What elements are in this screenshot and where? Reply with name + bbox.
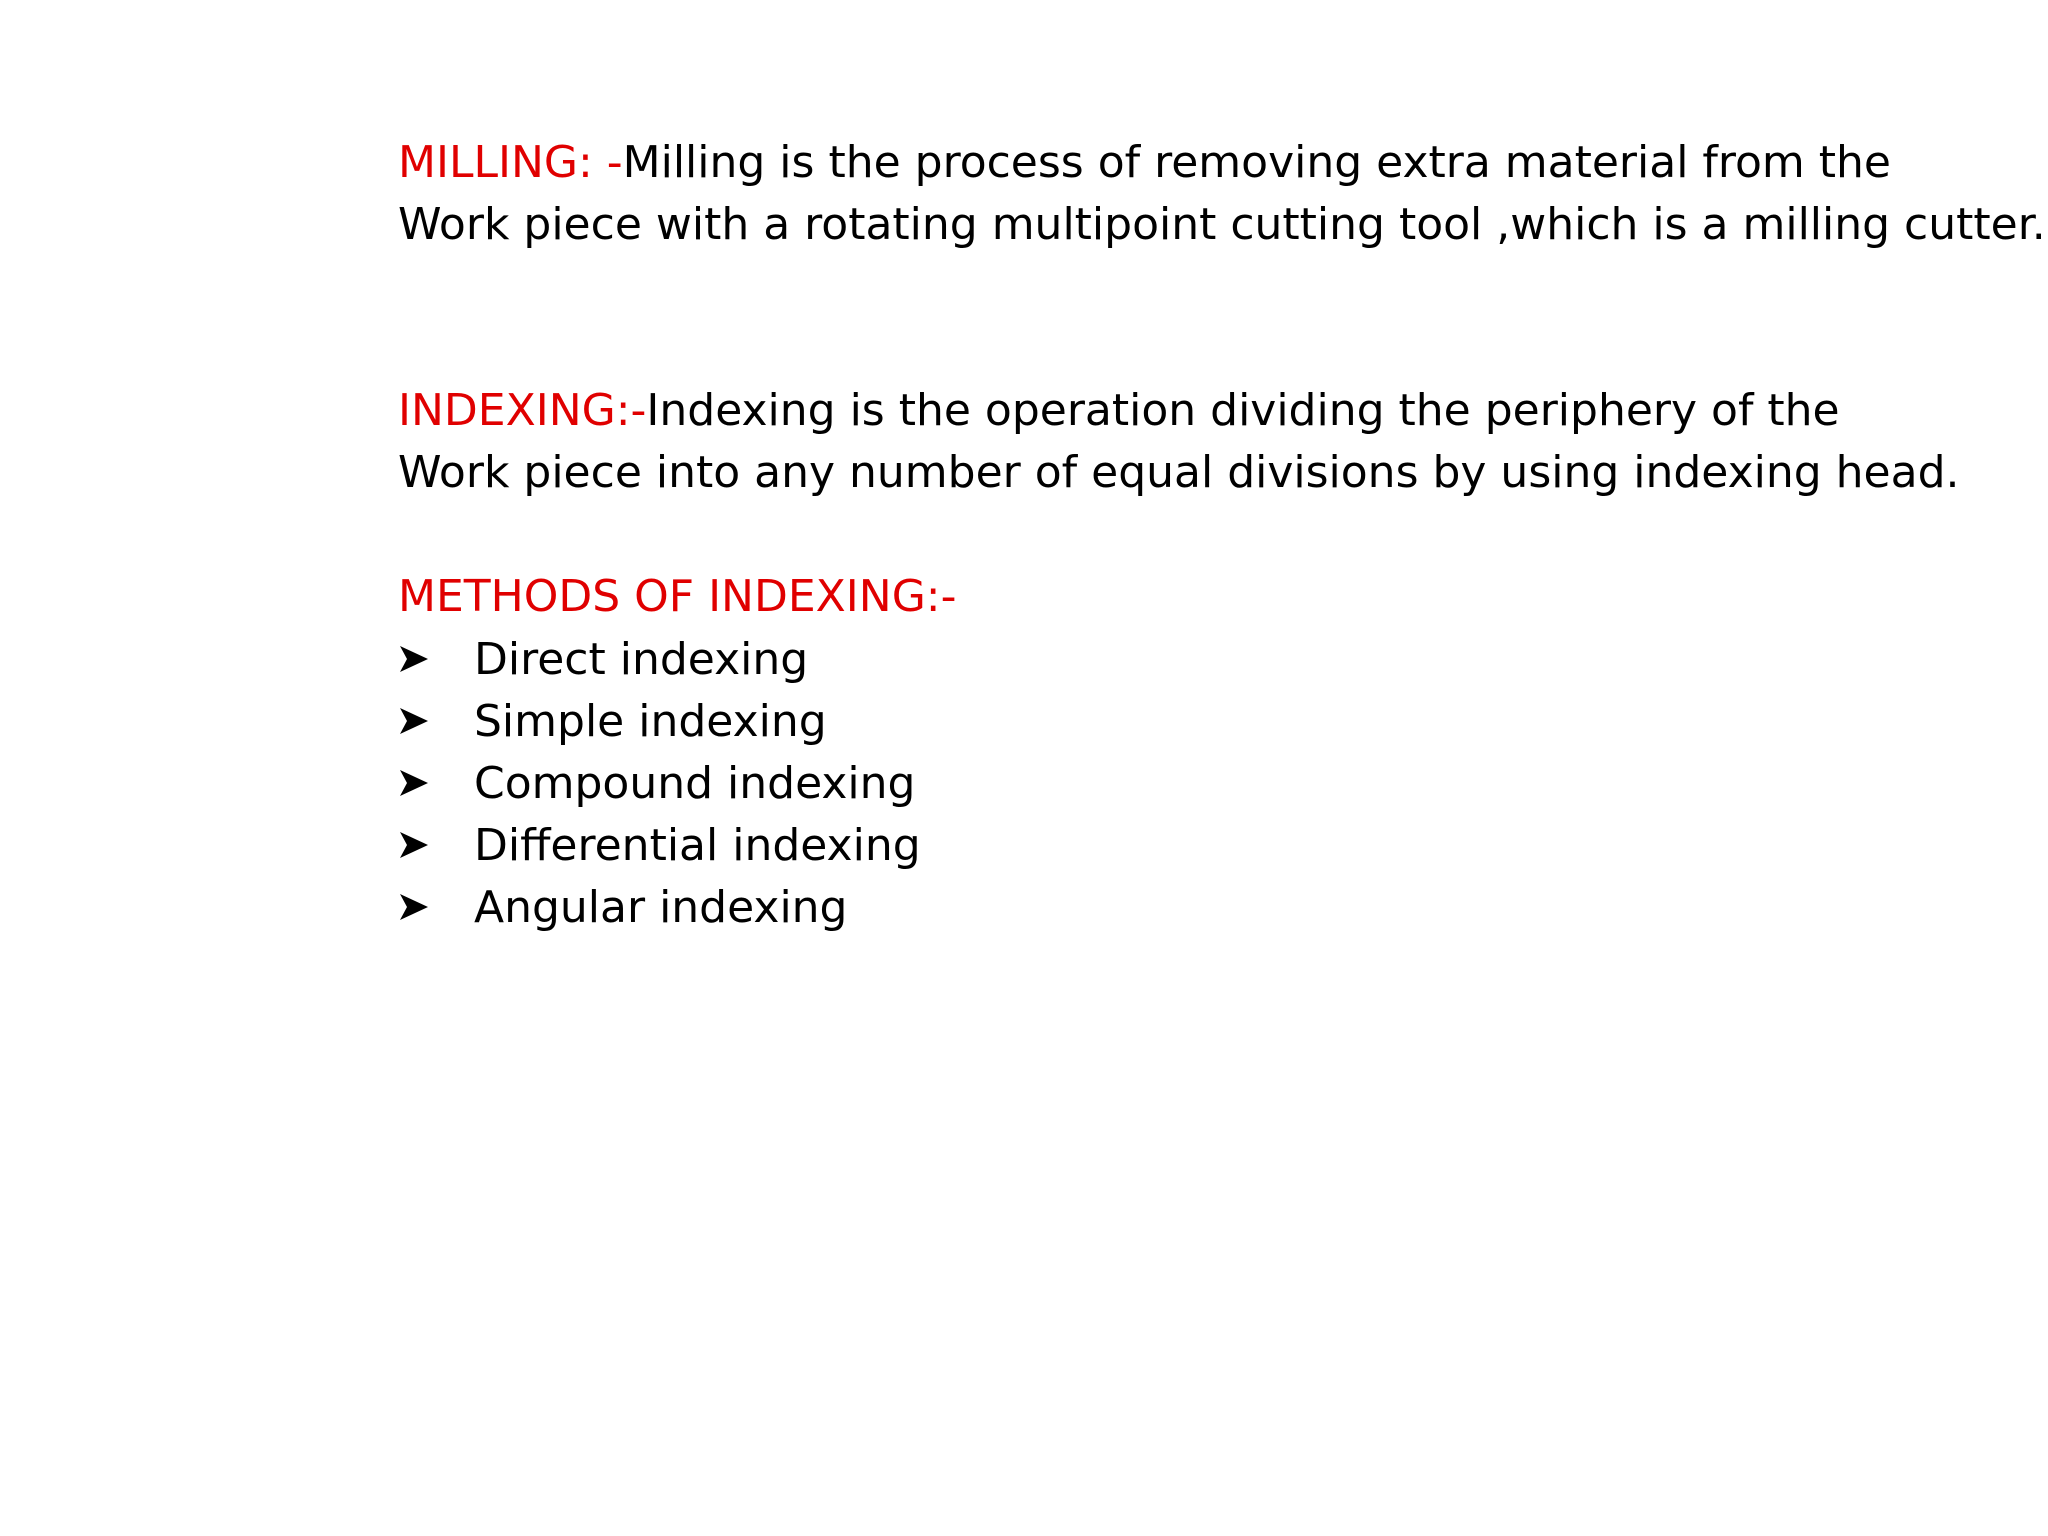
methods-list [398, 628, 2018, 938]
arrowhead-bullet-icon [398, 892, 474, 922]
milling-definition-line-1 [398, 132, 2018, 194]
spacer [398, 256, 2018, 380]
method-label: Angular indexing [474, 881, 848, 933]
milling-text-1: Milling is the process of removing extra material from the [622, 137, 1891, 188]
arrowhead-bullet-icon [398, 706, 474, 736]
method-label: Differential indexing [474, 819, 921, 871]
arrowhead-bullet-icon [398, 644, 474, 674]
list-item [398, 690, 2018, 752]
indexing-text-1: Indexing is the operation dividing the periphery of the [646, 385, 1840, 436]
method-label: Direct indexing [474, 633, 809, 685]
list-item [398, 876, 2018, 938]
method-label: Compound indexing [474, 757, 916, 809]
list-item [398, 752, 2018, 814]
milling-definition-line-2 [398, 194, 2046, 256]
list-item [398, 814, 2018, 876]
method-label: Simple indexing [474, 695, 827, 747]
indexing-text-2: Work piece into any number of equal divisions by using indexing head. [398, 447, 1960, 498]
milling-label: MILLING: - [398, 137, 623, 188]
spacer [398, 504, 2018, 566]
arrowhead-bullet-icon [398, 830, 474, 860]
milling-text-2: Work piece with a rotating multipoint cutting tool ,which is a milling cutter. [398, 199, 2046, 250]
list-item [398, 628, 2018, 690]
arrowhead-bullet-icon [398, 768, 474, 798]
indexing-definition-line-2 [398, 442, 2018, 504]
indexing-label: INDEXING:- [398, 385, 647, 436]
slide-content [398, 132, 2046, 938]
methods-heading: METHODS OF INDEXING:- [398, 571, 957, 622]
indexing-definition-line-1 [398, 380, 2018, 442]
